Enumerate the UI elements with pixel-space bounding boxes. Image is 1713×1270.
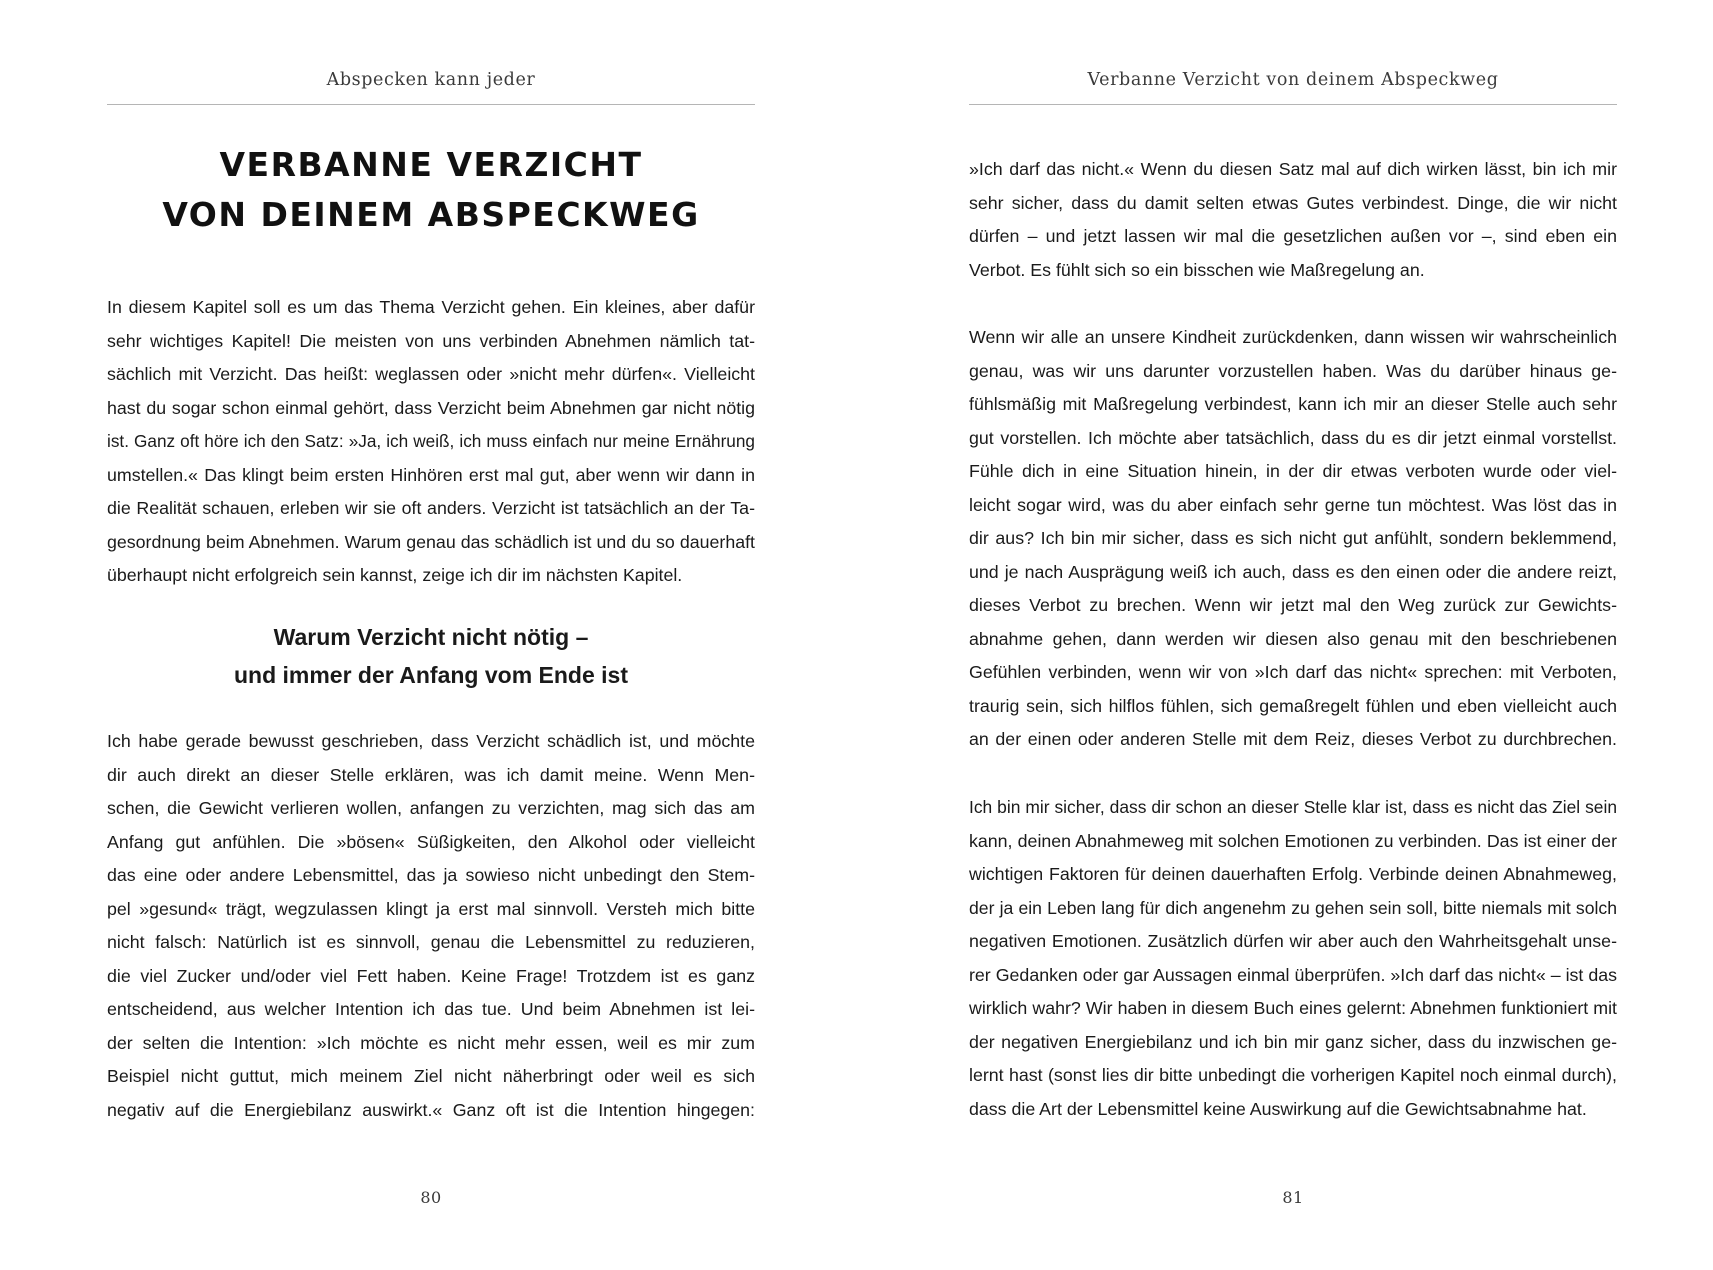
text-line: Anfang gut anfühlen. Die »bösen« Süßigkeiten, den Alkohol oder vielleicht [107,831,755,852]
text-line: negativen Emotionen. Zusätzlich dürfen wir aber auch den Wahrheitsgehalt unse- [969,931,1617,951]
text-line: umstellen.« Das klingt beim ersten Hinhören erst mal gut, aber wenn wir dann in [107,464,755,485]
text-line: das eine oder andere Lebensmittel, das ja sowieso nicht unbedingt den Stem- [107,865,755,885]
header-rule [107,104,755,105]
chapter-title-line: VERBANNE VERZICHT [219,145,643,184]
text-line: gesordnung beim Abnehmen. Warum genau das schädlich ist und du so dauerhaft [107,531,755,552]
text-line: genau, was wir uns darunter vorzustellen haben. Was du darüber hinaus ge- [969,360,1617,381]
text-line: »Ich darf das nicht.« Wenn du diesen Satz mal auf dich wirken lässt, bin ich mir [969,159,1617,179]
text-line: Wenn wir alle an unsere Kindheit zurückdenken, dann wissen wir wahrscheinlich [969,327,1617,347]
text-line: dieses Verbot zu brechen. Wenn wir jetzt mal den Weg zurück zur Gewichts- [969,595,1617,615]
text-line: der selten die Intention: »Ich möchte es nicht mehr essen, weil es mir zum [107,1032,755,1053]
text-line: dass die Art der Lebensmittel keine Auswirkung auf die Gewichtsabnahme hat. [969,1098,1587,1119]
text-line: leicht sogar wird, was du aber einfach sehr gerne tun möchtest. Was löst das in [969,494,1617,515]
text-line: Ich bin mir sicher, dass dir schon an dieser Stelle klar ist, dass es nicht das Ziel sein [969,797,1617,817]
text-line: der negativen Energiebilanz und ich bin mir ganz sicher, dass du inzwischen ge- [969,1031,1617,1052]
body-paragraph [969,153,1617,287]
section-subheading [107,618,755,694]
text-line: die Realität schauen, erleben wir sie oft anders. Verzicht ist tatsächlich an der Ta- [107,498,755,518]
header-rule [969,104,1617,105]
text-line: nicht falsch: Natürlich ist es sinnvoll, genau die Lebensmittel zu reduzieren, [107,932,755,952]
text-line: Gefühlen verbinden, wenn wir von »Ich darf das nicht« sprechen: mit Verboten, [969,662,1617,682]
text-line: sehr wichtiges Kapitel! Die meisten von uns verbinden Abnehmen nämlich tat- [107,330,755,351]
body-paragraph [969,321,1617,757]
text-line: dir auch direkt an dieser Stelle erklären, was ich damit meine. Wenn Men- [107,764,755,785]
text-line: die viel Zucker und/oder viel Fett haben. Keine Frage! Trotzdem ist es ganz [107,965,755,986]
right-page [969,0,1617,1270]
subheading-line: Warum Verzicht nicht nötig – [273,624,589,650]
text-line: pel »gesund« trägt, wegzulassen klingt ja erst mal sinnvoll. Versteh mich bitte [107,898,755,919]
text-line: der ja ein Leben lang für dich angenehm zu gehen sein soll, bitte niemals mit solch [969,897,1617,918]
text-line: an der einen oder anderen Stelle mit dem Reiz, dieses Verbot zu durchbrechen. [969,729,1617,749]
text-line: entscheidend, aus welcher Intention ich das tue. Und beim Abnehmen ist lei- [107,999,755,1019]
body-paragraph [107,725,755,1127]
text-line: rer Gedanken oder gar Aussagen einmal überprüfen. »Ich darf das nicht« – ist das [969,964,1617,985]
text-line: und je nach Ausprägung weiß ich auch, dass es den einen oder die andere reizt, [969,561,1617,582]
body-paragraph [969,791,1617,1126]
text-line: Verbot. Es fühlt sich so ein bisschen wie Maßregelung an. [969,259,1425,280]
text-line: negativ auf die Energiebilanz auswirkt.« Ganz oft ist die Intention hingegen: [107,1099,755,1120]
text-line: Fühle dich in eine Situation hinein, in der dir etwas verboten wurde oder viel- [969,461,1617,481]
page-number: 80 [420,1188,442,1207]
text-line: sehr sicher, dass du damit selten etwas Gutes verbindest. Dinge, die wir nicht [969,192,1617,213]
text-line: sächlich mit Verzicht. Das heißt: weglassen oder »nicht mehr dürfen«. Vielleicht [107,364,755,384]
text-line: überhaupt nicht erfolgreich sein kannst, zeige ich dir im nächsten Kapitel. [107,565,683,585]
text-line: Ich habe gerade bewusst geschrieben, dass Verzicht schädlich ist, und möchte [107,731,755,751]
text-line: schen, die Gewicht verlieren wollen, anfangen zu verzichten, mag sich das am [107,798,755,818]
text-line: In diesem Kapitel soll es um das Thema Verzicht gehen. Ein kleines, aber dafür [107,297,755,317]
body-paragraph [107,291,755,593]
page-number: 81 [1282,1188,1304,1207]
text-line: Beispiel nicht guttut, mich meinem Ziel nicht näherbringt oder weil es sich [107,1066,755,1086]
text-line: fühlsmäßig mit Maßregelung verbindest, kann ich mir an dieser Stelle auch sehr [969,394,1617,414]
left-page [107,0,755,1270]
text-line: hast du sogar schon einmal gehört, dass Verzicht beim Abnehmen gar nicht nötig [107,397,755,418]
text-line: wirklich wahr? Wir haben in diesem Buch eines gelernt: Abnehmen funktioniert mit [969,998,1617,1018]
text-line: ist. Ganz oft höre ich den Satz: »Ja, ich weiß, ich muss einfach nur meine Ernährung [107,431,755,451]
running-head: Abspecken kann jeder [326,70,536,90]
text-line: wichtigen Faktoren für deinen dauerhaften Erfolg. Verbinde deinen Abnahmeweg, [969,864,1617,884]
text-line: lernt hast (sonst lies dir bitte unbedingt die vorherigen Kapitel noch einmal durch), [969,1065,1617,1085]
text-line: abnahme gehen, dann werden wir diesen also genau mit den beschriebenen [969,628,1617,649]
text-line: kann, deinen Abnahmeweg mit solchen Emotionen zu verbinden. Das ist einer der [969,830,1617,851]
text-line: gut vorstellen. Ich möchte aber tatsächlich, dass du es dir jetzt einmal vorstellst. [969,427,1617,448]
subheading-line: und immer der Anfang vom Ende ist [233,662,629,688]
text-line: traurig sein, sich hilflos fühlen, sich gemaßregelt fühlen und eben vielleicht auch [969,695,1617,716]
text-line: dürfen – und jetzt lassen wir mal die gesetzlichen außen vor –, sind eben ein [969,226,1617,246]
running-head: Verbanne Verzicht von deinem Abspeckweg [1087,70,1499,90]
text-line: dir aus? Ich bin mir sicher, dass es sich nicht gut anfühlt, sondern beklemmend, [969,528,1617,548]
chapter-title [107,140,755,240]
chapter-title-line: VON DEINEM ABSPECKWEG [162,195,700,234]
